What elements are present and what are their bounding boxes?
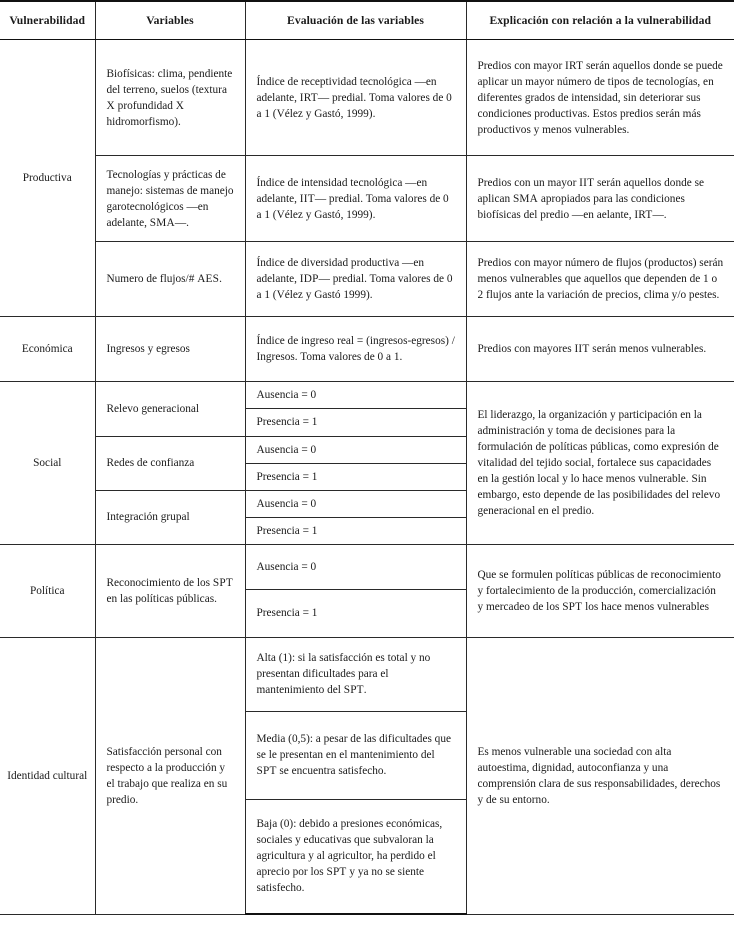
evaluation-idp: Índice de diversidad productiva —en adelante, IDP— predial. Toma valores de 0 a 1 (Vélez y Gastó 1999). xyxy=(245,242,466,317)
variable-redes-confianza: Redes de confianza xyxy=(95,436,245,490)
explanation-social: El liderazgo, la organización y participación en la administración y toma de decisiones para la formulación de políticas públicas, como expresión de vitalidad del tejido social, fortalece sus capacidades en la gestión local y lo hace menos vulnerable. Sin embargo, esto depende de las posibilidades del relevo generacional en el predio. xyxy=(466,382,734,544)
evaluation-relevo-ausencia: Ausencia = 0 xyxy=(245,382,466,409)
header-row xyxy=(0,1,734,40)
variable-numero-flujos: Numero de flujos/# AES. xyxy=(95,242,245,317)
evaluation-redes-presencia: Presencia = 1 xyxy=(245,463,466,490)
evaluation-ingreso-real: Índice de ingreso real = (ingresos-egresos) / Ingresos. Toma valores de 0 a 1. xyxy=(245,317,466,382)
evaluation-satisfaccion-media: Media (0,5): a pesar de las dificultades que se le presentan en el mantenimiento del SPT se encuentra satisfecho. xyxy=(245,711,466,799)
table-row xyxy=(0,382,734,409)
explanation-ingreso-real: Predios con mayores IIT serán menos vulnerables. xyxy=(466,317,734,382)
variable-reconocimiento-spt: Reconocimiento de los SPT en las políticas públicas. xyxy=(95,544,245,637)
explanation-identidad-cultural: Es menos vulnerable una sociedad con alta autoestima, dignidad, autoconfianza y una comprensión clara de sus responsabilidades, derechos y de su entorno. xyxy=(466,637,734,914)
evaluation-integracion-ausencia: Ausencia = 0 xyxy=(245,490,466,517)
evaluation-politica-ausencia: Ausencia = 0 xyxy=(245,544,466,589)
table-row xyxy=(0,40,734,156)
table-row xyxy=(0,637,734,711)
table-row xyxy=(0,544,734,589)
variable-integracion-grupal: Integración grupal xyxy=(95,490,245,544)
variable-satisfaccion-personal: Satisfacción personal con respecto a la producción y el trabajo que realiza en su predio. xyxy=(95,637,245,914)
explanation-irt: Predios con mayor IRT serán aquellos donde se puede aplicar un mayor número de tipos de tecnologías, en diferentes grados de intensidad, sin deteriorar sus condiciones productivas. Estos predios serán más productivos y menos vulnerables. xyxy=(466,40,734,156)
evaluation-relevo-presencia: Presencia = 1 xyxy=(245,409,466,436)
variable-tecnologias: Tecnologías y prácticas de manejo: sistemas de manejo garotecnológicos —en adelante, SMA—. xyxy=(95,156,245,242)
table-row xyxy=(0,242,734,317)
evaluation-satisfaccion-alta: Alta (1): si la satisfacción es total y no presentan dificultades para el mantenimiento del SPT. xyxy=(245,637,466,711)
table-row xyxy=(0,156,734,242)
column-header-variables: Variables xyxy=(95,1,245,40)
explanation-iit: Predios con un mayor IIT serán aquellos donde se aplican SMA apropiados para las condiciones biofísicas del predio —en aelante, IRT—. xyxy=(466,156,734,242)
variable-ingresos-egresos: Ingresos y egresos xyxy=(95,317,245,382)
category-politica: Política xyxy=(0,544,95,637)
evaluation-redes-ausencia: Ausencia = 0 xyxy=(245,436,466,463)
category-economica: Económica xyxy=(0,317,95,382)
evaluation-integracion-presencia: Presencia = 1 xyxy=(245,517,466,544)
explanation-politica: Que se formulen políticas públicas de reconocimiento y fortalecimiento de la producción, comercialización y mercadeo de los SPT los hace menos vulnerables xyxy=(466,544,734,637)
column-header-explicacion: Explicación con relación a la vulnerabilidad xyxy=(466,1,734,40)
column-header-evaluacion: Evaluación de las variables xyxy=(245,1,466,40)
evaluation-irt: Índice de receptividad tecnológica —en adelante, IRT— predial. Toma valores de 0 a 1 (Vélez y Gastó, 1999). xyxy=(245,40,466,156)
evaluation-politica-presencia: Presencia = 1 xyxy=(245,589,466,637)
category-social: Social xyxy=(0,382,95,544)
category-identidad-cultural: Identidad cultural xyxy=(0,637,95,914)
evaluation-satisfaccion-baja: Baja (0): debido a presiones económicas, sociales y educativas que subvaloran la agricultura y al agricultor, ha perdido el aprecio por los SPT y ya no se siente satisfecho. xyxy=(245,799,466,914)
variable-biofisicas: Biofísicas: clima, pendiente del terreno, suelos (textura X profundidad X hidromorfismo). xyxy=(95,40,245,156)
table-body xyxy=(0,40,734,914)
evaluation-iit: Índice de intensidad tecnológica —en adelante, IIT— predial. Toma valores de 0 a 1 (Vélez y Gastó, 1999). xyxy=(245,156,466,242)
table-header xyxy=(0,1,734,40)
column-header-vulnerabilidad: Vulnerabilidad xyxy=(0,1,95,40)
explanation-idp: Predios con mayor número de flujos (productos) serán menos vulnerables que aquellos que dependen de 1 o 2 flujos ante la variación de precios, clima y/o pestes. xyxy=(466,242,734,317)
variable-relevo-generacional: Relevo generacional xyxy=(95,382,245,436)
table-row xyxy=(0,317,734,382)
category-productiva: Productiva xyxy=(0,40,95,317)
